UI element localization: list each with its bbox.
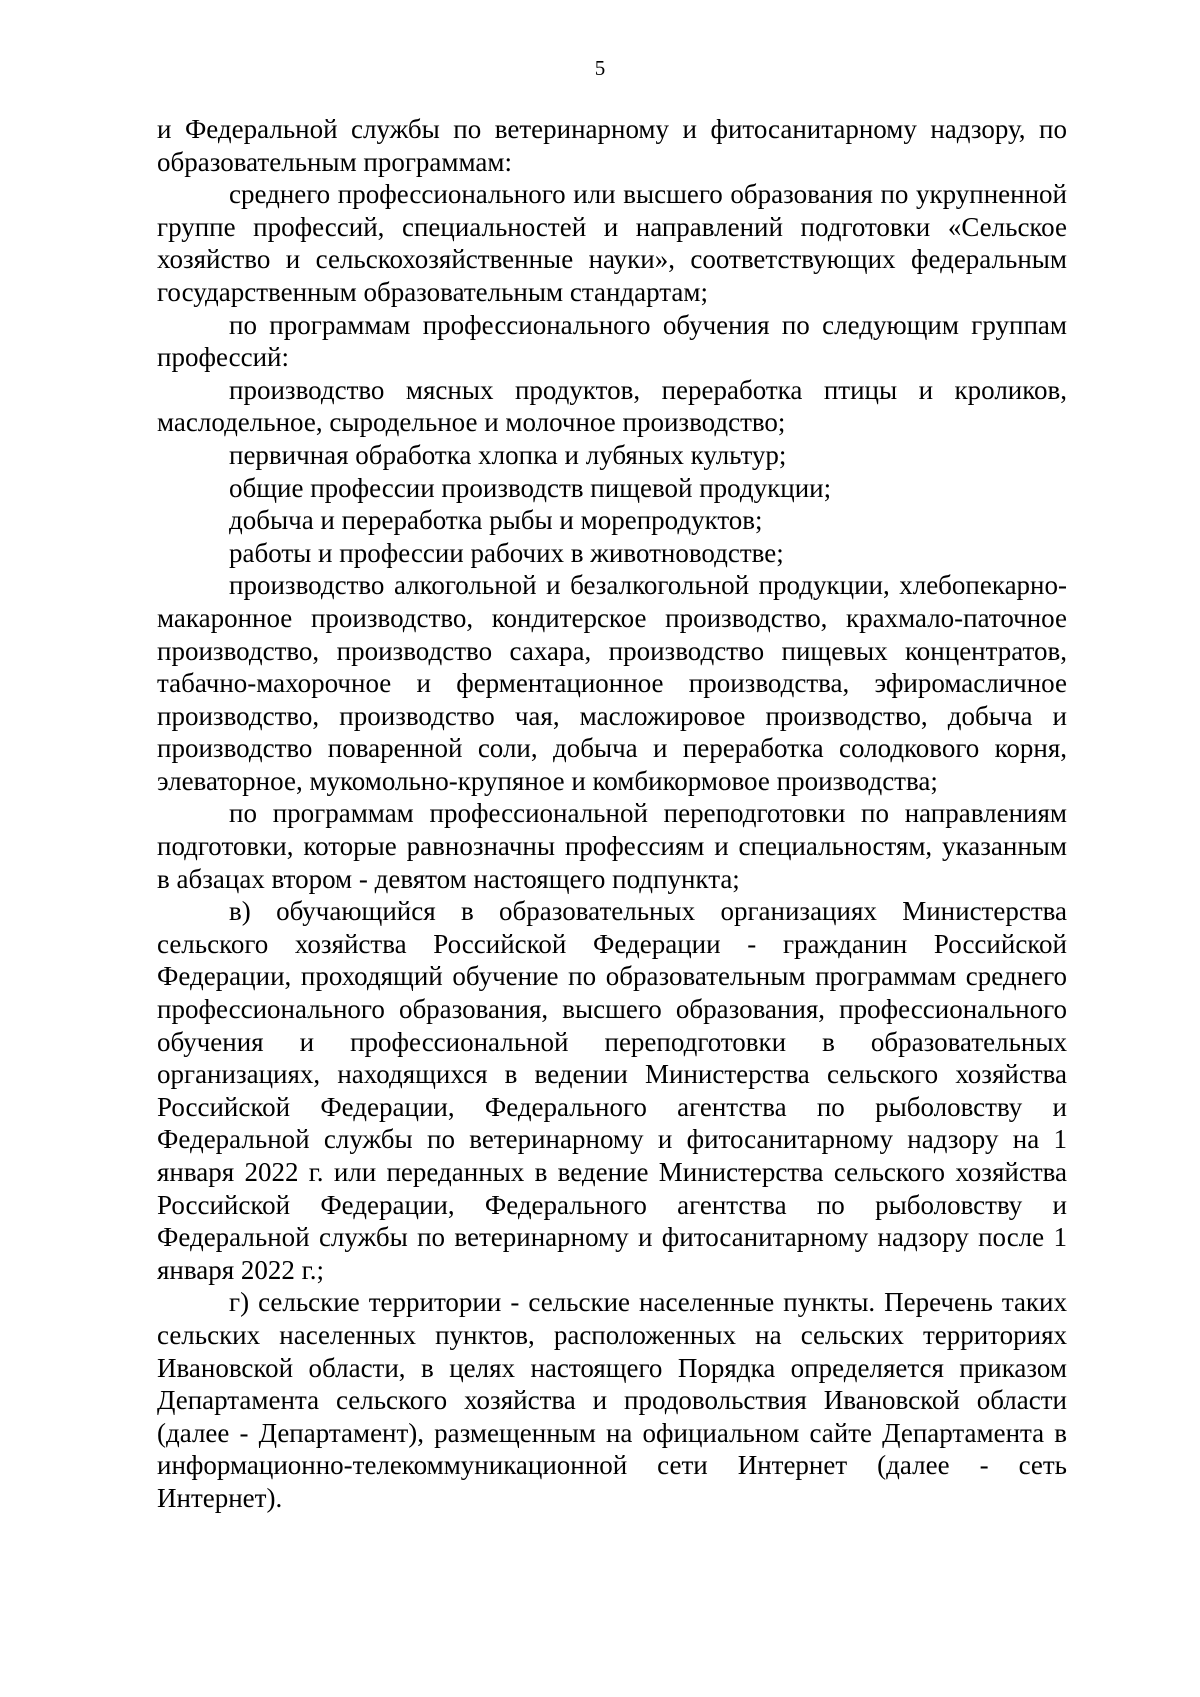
paragraph-vocational-training-groups: по программам профессионального обучения по следующим группам профессий: [157,309,1067,373]
page-number: 5 [594,56,606,80]
paragraph-meat-dairy-production: производство мясных продуктов, переработка птицы и кроликов, маслодельное, сыродельное и молочное производство; [157,374,1067,438]
paragraph-beverage-food-industries: производство алкогольной и безалкогольной продукции, хлебопекарно-макаронное производство, кондитерское производство, крахмало-паточное производство, производство сахара, производство пищевых концентратов, табачно-махорочное и ферментационное производства, эфиромасличное производство, производство чая, масложировое производство, добыча и производство поваренной соли, добыча и переработка солодкового корня, элеваторное, мукомольно-крупяное и комбикормовое производства; [157,570,1067,796]
paragraph-food-production-professions: общие профессии производств пищевой продукции; [229,472,832,503]
paragraph-cotton-fiber-processing: первичная обработка хлопка и лубяных культур; [229,439,787,470]
paragraph-item-g-rural-territories: г) сельские территории - сельские населенные пункты. Перечень таких сельских населенных пунктов, расположенных на сельских территориях Ивановской области, в целях настоящего Порядка определяется приказом Департамента сельского хозяйства и продовольствия Ивановской области (далее - Департамент), размещенным на официальном сайте Департамента в информационно-телекоммуникационной сети Интернет (далее - сеть Интернет). [157,1287,1067,1513]
paragraph-continuation: и Федеральной службы по ветеринарному и фитосанитарному надзору, по образовательным программам: [157,114,1067,177]
paragraph-livestock-workers: работы и профессии рабочих в животноводстве; [229,537,784,568]
paragraph-fish-seafood: добыча и переработка рыбы и морепродуктов; [229,505,763,536]
paragraph-retraining-programs: по программам профессиональной переподготовки по направлениям подготовки, которые равнозначны профессиям и специальностям, указанным в абзацах втором - девятом настоящего подпункта; [157,798,1067,894]
paragraph-secondary-higher-education: среднего профессионального или высшего образования по укрупненной группе профессий, специальностей и направлений подготовки «Сельское хозяйство и сельскохозяйственные науки», соответствующих федеральным государственным образовательным стандартам; [157,179,1067,307]
document-body [157,113,1067,1515]
paragraph-item-v-student: в) обучающийся в образовательных организациях Министерства сельского хозяйства Российской Федерации - гражданин Российской Федерации, проходящий обучение по образовательным программам среднего профессионального образования, высшего образования, профессионального обучения и профессиональной переподготовки в образовательных организациях, находящихся в ведении Министерства сельского хозяйства Российской Федерации, Федерального агентства по рыболовству и Федеральной службы по ветеринарному и фитосанитарному надзору на 1 января 2022 г. или переданных в ведение Министерства сельского хозяйства Российской Федерации, Федерального агентства по рыболовству и Федеральной службы по ветеринарному и фитосанитарному надзору после 1 января 2022 г.; [157,896,1067,1285]
